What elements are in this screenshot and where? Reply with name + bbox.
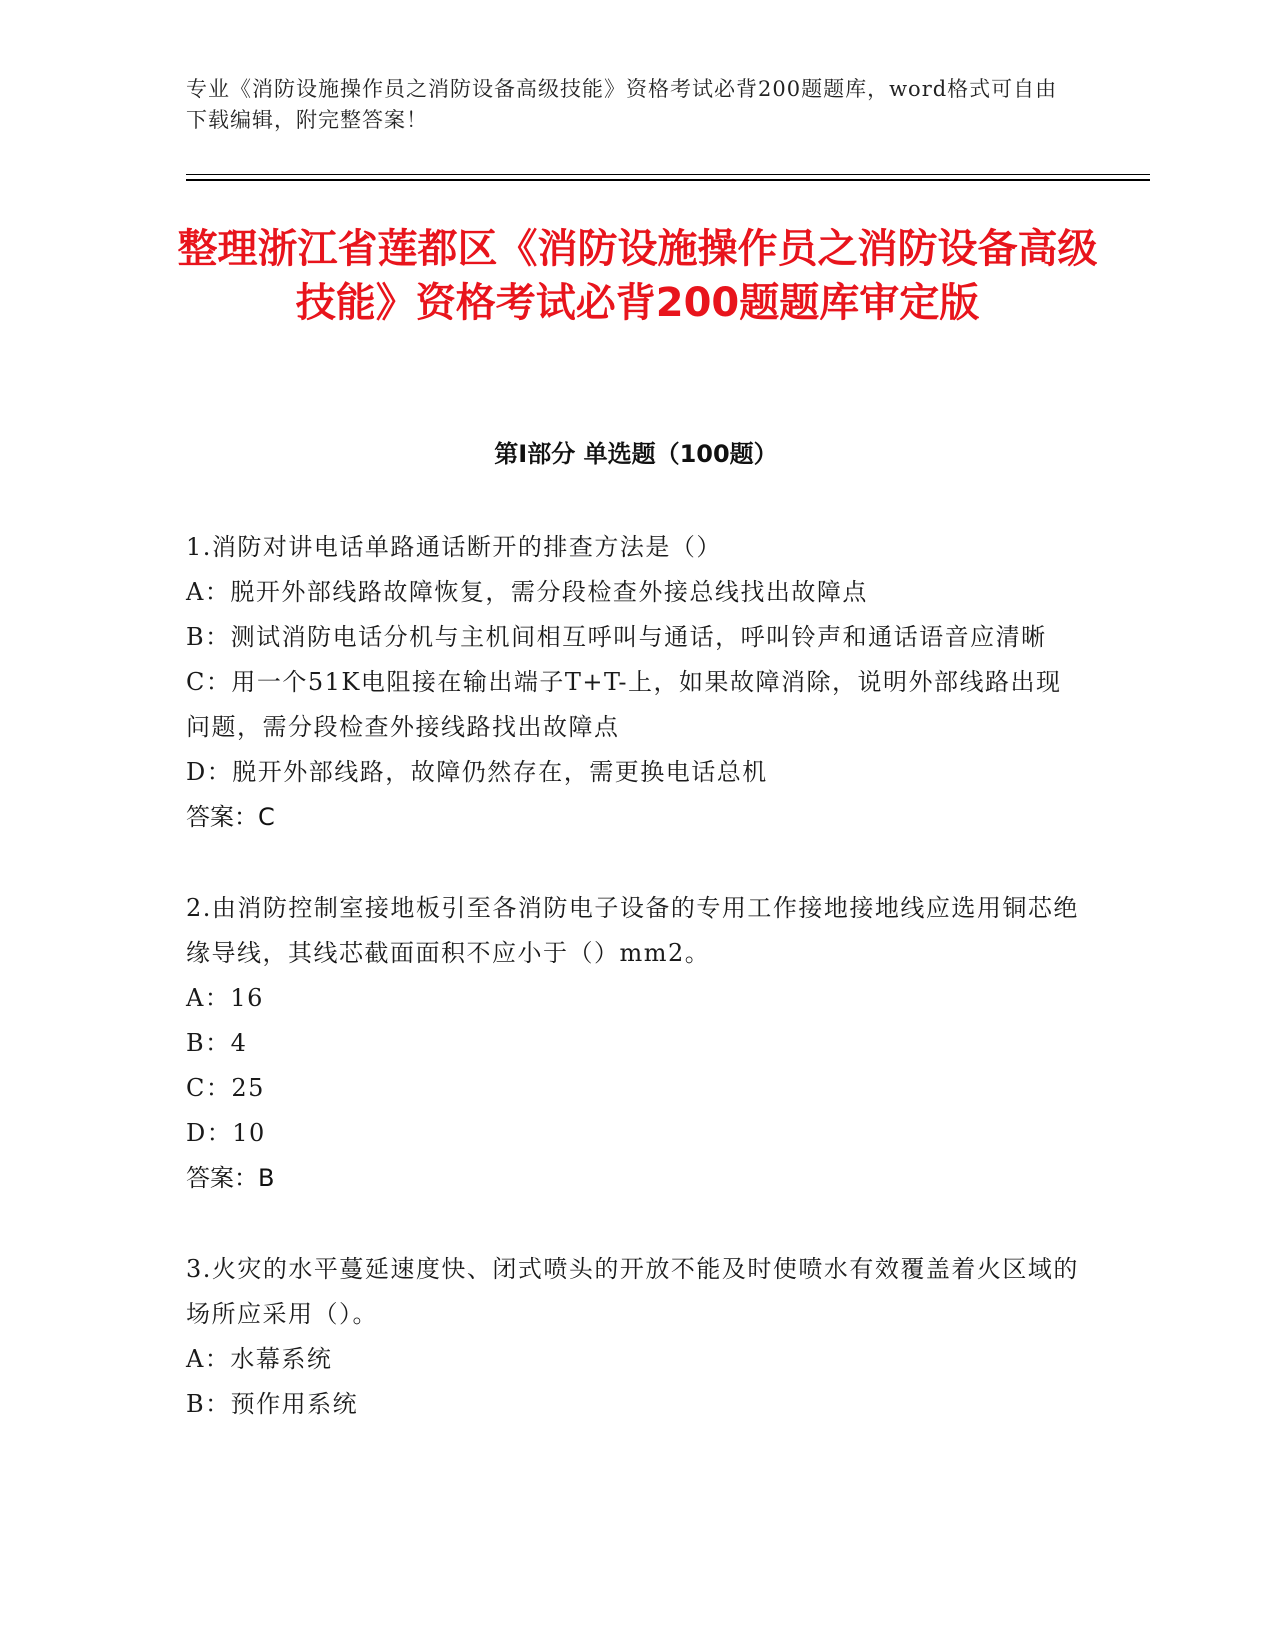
question-list	[186, 525, 1086, 1473]
question-1	[186, 525, 1086, 840]
answer: 答案：B	[186, 1164, 275, 1192]
section-heading: 第I部分 单选题（100题）	[494, 440, 778, 468]
header-divider-thin	[186, 174, 1150, 175]
question-text: 2.由消防控制室接地板引至各消防电子设备的专用工作接地接地线应选用铜芯绝缘导线，其线芯截面面积不应小于（）mm2。	[186, 894, 1079, 967]
option-d: D：脱开外部线路，故障仍然存在，需更换电话总机	[186, 758, 768, 786]
option-b: B：测试消防电话分机与主机间相互呼叫与通话，呼叫铃声和通话语音应清晰	[186, 623, 1047, 651]
option-c: C：用一个51K电阻接在输出端子T+T-上，如果故障消除，说明外部线路出现问题，需分段检查外接线路找出故障点	[186, 668, 1062, 741]
option-a: A：脱开外部线路故障恢复，需分段检查外接总线找出故障点	[186, 578, 868, 606]
question-text: 3.火灾的水平蔓延速度快、闭式喷头的开放不能及时使喷水有效覆盖着火区域的场所应采用（）。	[186, 1255, 1079, 1328]
header-note: 专业《消防设施操作员之消防设备高级技能》资格考试必背200题题库，word格式可自由下载编辑，附完整答案！	[186, 77, 1058, 132]
option-b: B：4	[186, 1029, 248, 1057]
answer: 答案：C	[186, 803, 275, 831]
option-d: D：10	[186, 1119, 266, 1147]
header-divider-thick	[186, 179, 1150, 181]
option-a: A：16	[186, 984, 264, 1012]
option-a: A：水幕系统	[186, 1345, 333, 1373]
question-3	[186, 1247, 1086, 1427]
question-text: 1.消防对讲电话单路通话断开的排查方法是（）	[186, 533, 722, 561]
question-2	[186, 886, 1086, 1201]
option-b: B：预作用系统	[186, 1390, 359, 1418]
option-c: C：25	[186, 1074, 265, 1102]
document-title: 整理浙江省莲都区《消防设施操作员之消防设备高级技能》资格考试必背200题题库审定版	[177, 226, 1098, 326]
